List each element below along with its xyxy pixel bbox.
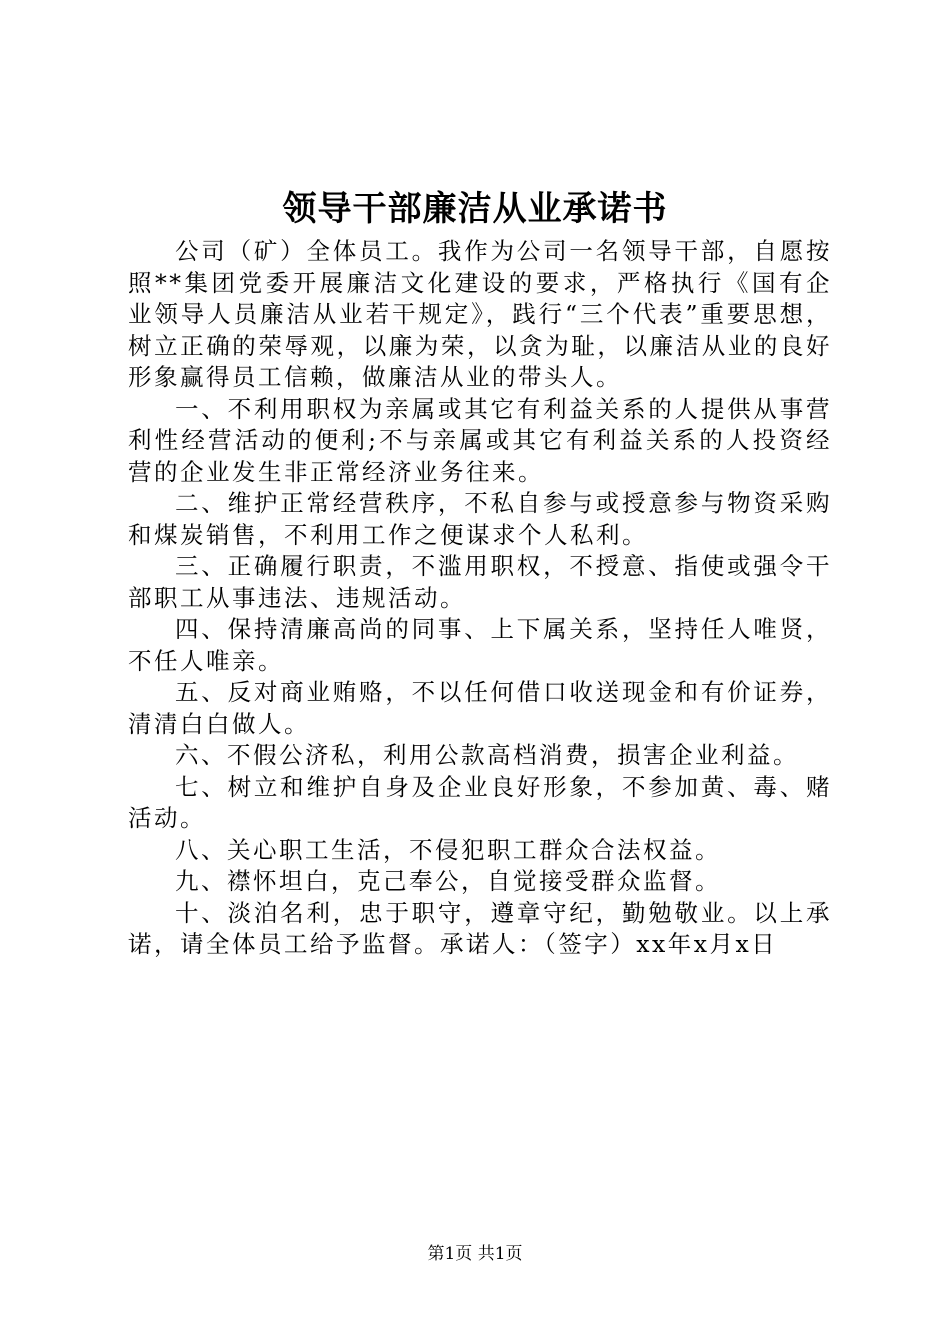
commitment-item-3: 三、正确履行职责，不滥用职权，不授意、指使或强令干部职工从事违法、违规活动。 (128, 552, 832, 612)
commitment-item-10: 十、淡泊名利，忠于职守，遵章守纪，勤勉敬业。以上承诺，请全体员工给予监督。承诺人：（签字）xx年x月x日 (128, 898, 832, 958)
commitment-item-6: 六、不假公济私，利用公款高档消费，损害企业利益。 (175, 741, 799, 769)
intro-paragraph: 公司（矿）全体员工。我作为公司一名领导干部，自愿按照**集团党委开展廉洁文化建设的要求，严格执行《国有企业领导人员廉洁从业若干规定》，践行“三个代表”重要思想，树立正确的荣辱观，以廉为荣，以贪为耻，以廉洁从业的良好形象赢得员工信赖，做廉洁从业的带头人。 (128, 237, 832, 391)
commitment-item-4: 四、保持清廉高尚的同事、上下属关系，坚持任人唯贤，不任人唯亲。 (128, 615, 832, 675)
document-body (128, 236, 832, 961)
commitment-item-7: 七、树立和维护自身及企业良好形象，不参加黄、毒、赌活动。 (128, 772, 832, 832)
commitment-item-2: 二、维护正常经营秩序，不私自参与或授意参与物资采购和煤炭销售，不利用工作之便谋求个人私利。 (128, 489, 832, 549)
page-number-footer: 第1页 共1页 (427, 1244, 523, 1264)
commitment-item-1: 一、不利用职权为亲属或其它有利益关系的人提供从事营利性经营活动的便利;不与亲属或其它有利益关系的人投资经营的企业发生非正常经济业务往来。 (128, 394, 832, 486)
commitment-item-8: 八、关心职工生活，不侵犯职工群众合法权益。 (175, 835, 721, 864)
commitment-item-9: 九、襟怀坦白，克己奉公，自觉接受群众监督。 (175, 867, 721, 895)
document-title: 领导干部廉洁从业承诺书 (282, 189, 668, 229)
commitment-item-5: 五、反对商业贿赂，不以任何借口收送现金和有价证券，清清白白做人。 (128, 678, 832, 738)
